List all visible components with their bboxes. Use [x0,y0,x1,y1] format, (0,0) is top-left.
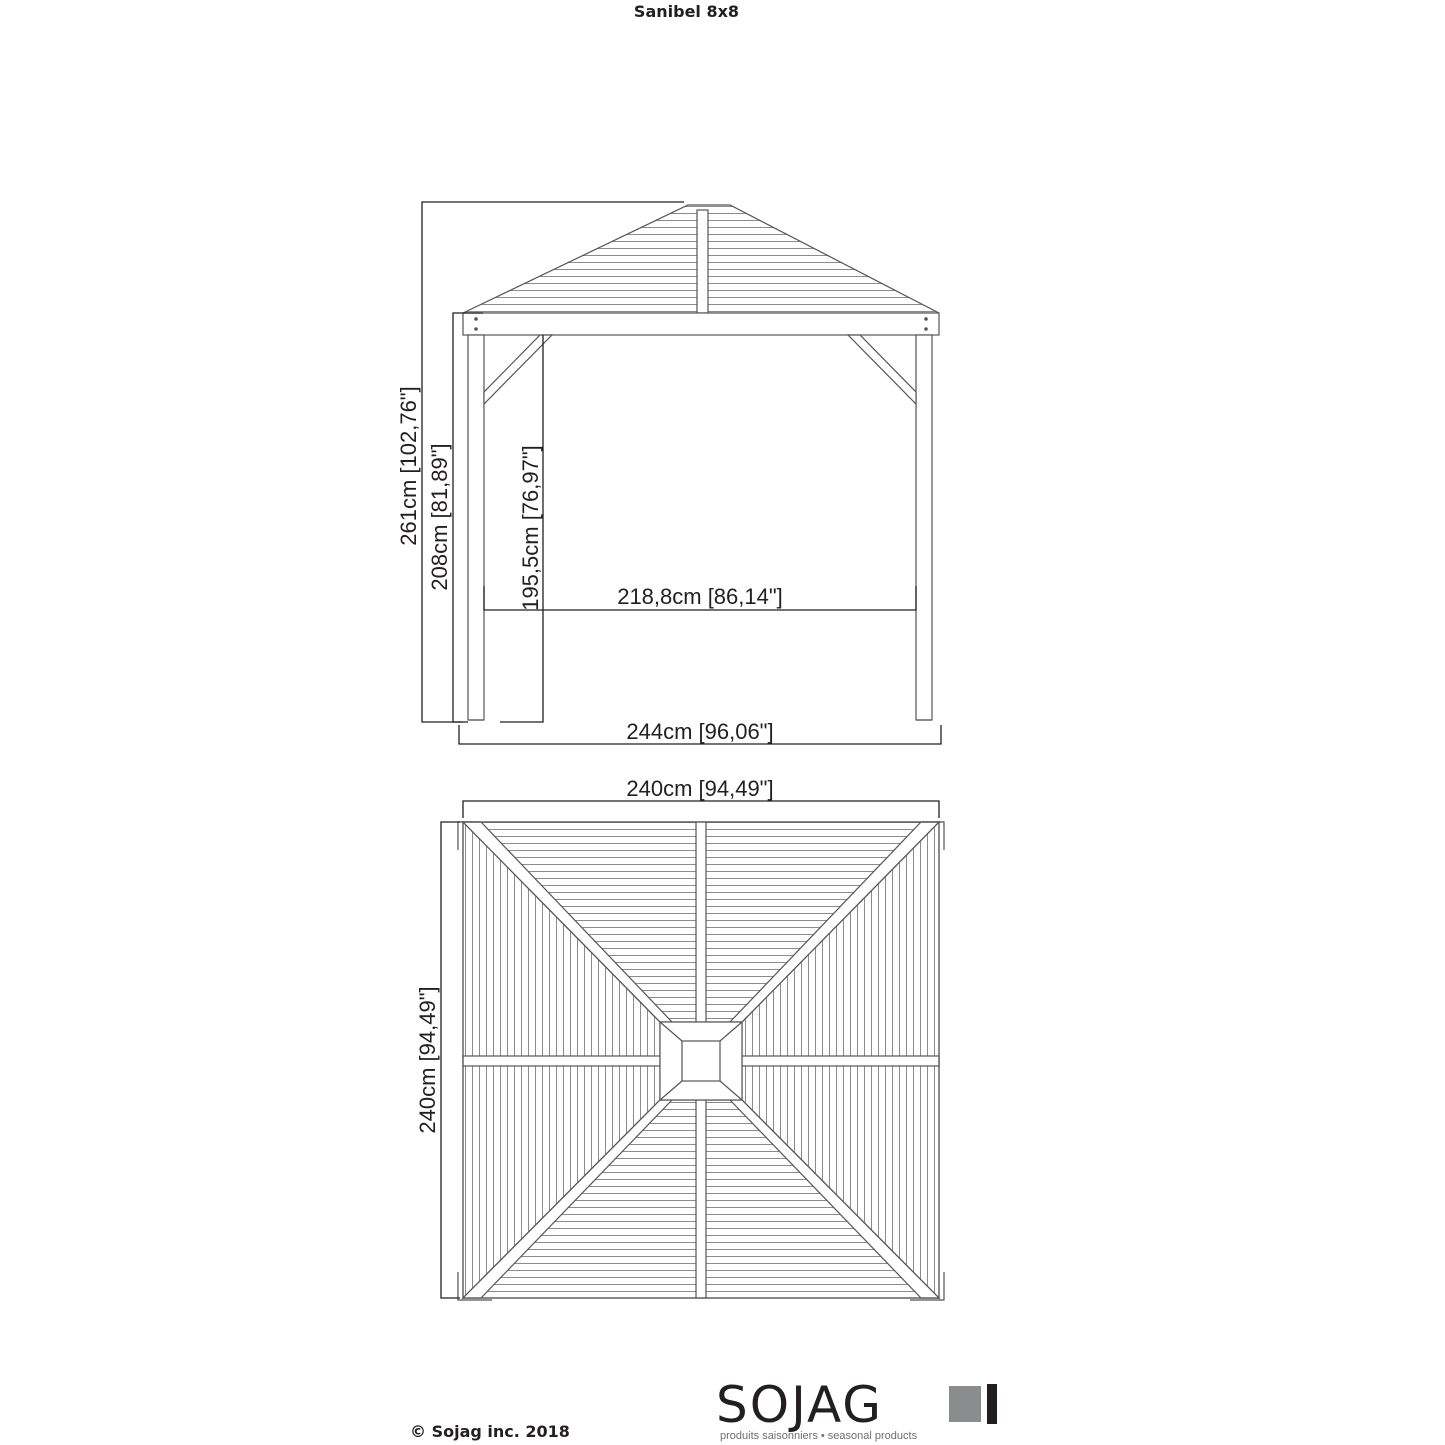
label-outer-width: 244cm [96,06"] [626,719,774,744]
label-total-height: 261cm [102,76"] [396,386,421,546]
left-post [468,335,484,720]
brand-tagline: produits saisonniers • seasonal products [720,1430,918,1442]
brand-name: SOJAG [716,1376,884,1434]
label-beam-height: 208cm [81,89"] [427,443,452,591]
left-brace [484,335,552,404]
copyright: © Sojag inc. 2018 [410,1422,570,1441]
dim-line-top-width [463,801,939,818]
right-post [916,335,932,720]
logo-bar-icon [987,1384,997,1424]
logo-square-icon [949,1386,981,1422]
label-clear-height: 195,5cm [76,97"] [518,445,543,611]
right-brace [848,335,916,404]
label-top-depth: 240cm [94,49"] [415,986,440,1134]
label-inner-width: 218,8cm [86,14"] [617,584,783,609]
roof-ridge [697,210,708,313]
label-top-width: 240cm [94,49"] [626,776,774,801]
dim-line-top-depth [441,822,460,1298]
drawing-title: Sanibel 8x8 [633,2,740,21]
brand-logo [716,1376,884,1434]
top-view [458,822,944,1300]
top-beam [463,313,939,335]
